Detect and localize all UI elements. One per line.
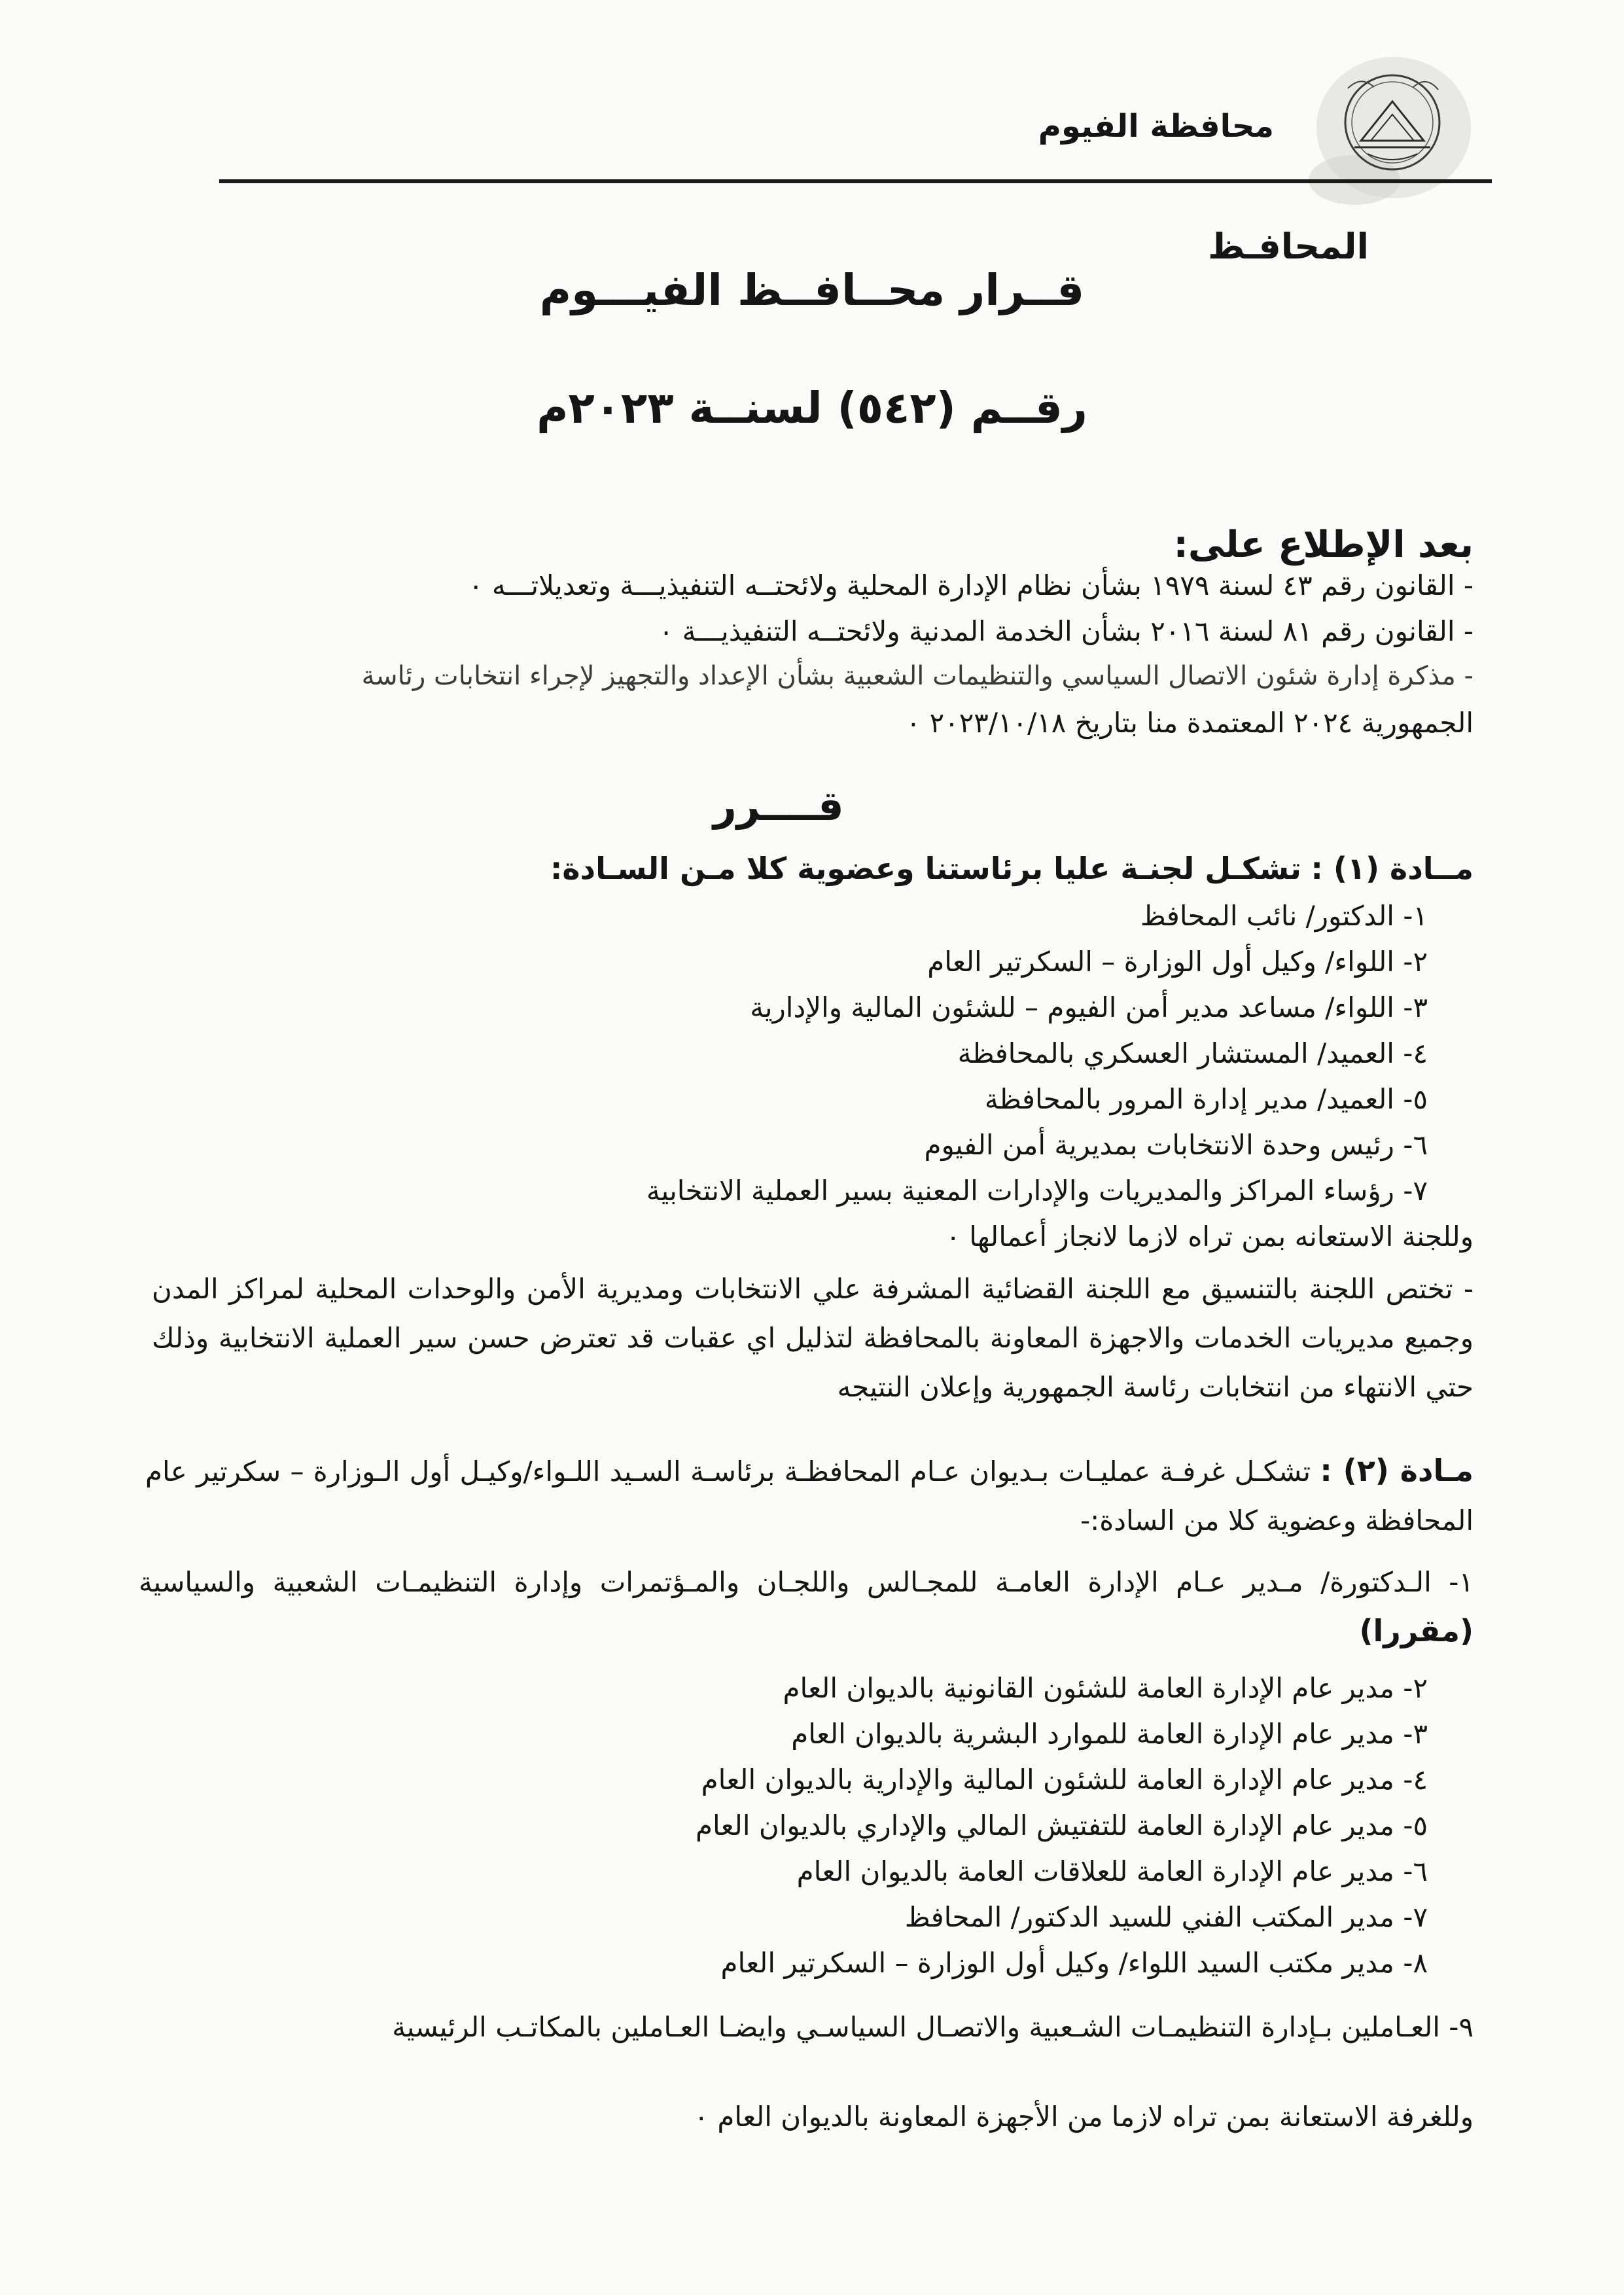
rapporteur-label: (مقررا) [1359,1613,1474,1648]
article-1-assist: وللجنة الاستعانه بمن تراه لازما لانجاز أعمالها ٠ [945,1220,1474,1253]
article-2-member: ٣- مدير عام الإدارة العامة للموارد البشرية بالديوان العام [791,1718,1428,1750]
article-1-member: ٤- العميد/ المستشار العسكري بالمحافظة [957,1037,1428,1069]
article-2-member-1 [139,1557,1474,1656]
article-1-label: مــادة (١) : [1311,851,1474,886]
article-2-member: ٤- مدير عام الإدارة العامة للشئون المالية والإدارية بالديوان العام [701,1764,1428,1796]
office-label: المحافـظ [1208,226,1369,267]
article-2-member: ٢- مدير عام الإدارة العامة للشئون القانونية بالديوان العام [783,1672,1428,1704]
article-1-member: ٣- اللواء/ مساعد مدير أمن الفيوم – للشئون المالية والإدارية [750,991,1428,1023]
header-divider [219,179,1492,183]
preamble-heading: بعد الإطلاع على: [1173,524,1474,566]
article-1-member: ٥- العميد/ مدير إدارة المرور بالمحافظة [984,1083,1428,1115]
decision-heading: قــــرر [713,782,844,830]
article-1-text: تشكـل لجنـة عليا برئاستنا وعضوية كلا مـن السـادة: [550,851,1301,886]
preamble-item: - القانون رقم ٤٣ لسنة ١٩٧٩ بشأن نظام الإدارة المحلية ولائحتــه التنفيذيـــة وتعديلاتـــه ٠ [468,569,1474,601]
article-1-member: ١- الدكتور/ نائب المحافظ [1140,900,1428,932]
preamble-item: - مذكرة إدارة شئون الاتصال السياسي والتنظيمات الشعبية بشأن الإعداد والتجهيز لإجراء انتخابات رئاسة [361,661,1474,691]
organization-name: محافظة الفيوم [1038,108,1274,145]
article-1-mandate: - تختص اللجنة بالتنسيق مع اللجنة القضائية المشرفة علي الانتخابات ومديرية الأمن والوحدات المحلية لمراكز المدن وجميع مديريات الخدمات والاجهزة المعاونة بالمحافظة لتذليل اي عقبات قد تعترض حسن سير العملية الانتخابية وذلك حتي الانتهاء من انتخابات رئاسة الجمهورية وإعلان النتيجه [152,1273,1474,1403]
article-1-member: ٢- اللواء/ وكيل أول الوزارة – السكرتير العام [927,946,1428,978]
decree-title: قــرار محــافــظ الفيـــوم [539,265,1085,315]
decree-number: رقــم (٥٤٢) لسنــة ٢٠٢٣م [537,383,1087,433]
article-2-heading [145,1446,1474,1545]
governorate-seal-icon [1309,49,1479,213]
preamble-item: الجمهورية ٢٠٢٤ المعتمدة منا بتاريخ ٢٠٢٣/١٠/١٨ ٠ [906,707,1474,739]
article-1-member: ٧- رؤساء المراكز والمديريات والإدارات المعنية بسير العملية الانتخابية [646,1175,1428,1207]
article-1-member: ٦- رئيس وحدة الانتخابات بمديرية أمن الفيوم [924,1129,1428,1161]
article-2-text: تشكـل غرفـة عمليـات بـديوان عـام المحافظـة برئاسـة السـيد اللـواء/وكيـل أول الـوزارة – سكرتير عام المحافظة وعضوية كلا من السادة:- [145,1455,1474,1537]
article-2-member-9: ٩- العـاملين بـإدارة التنظيمـات الشـعبية والاتصـال السياسـي وايضـا العـاملين بالمكاتـب الرئيسية [392,2011,1474,2043]
article-2-label: مـادة (٢) : [1320,1453,1474,1488]
article-2-member: ٨- مدير مكتب السيد اللواء/ وكيل أول الوزارة – السكرتير العام [720,1947,1428,1979]
preamble-item: - القانون رقم ٨١ لسنة ٢٠١٦ بشأن الخدمة المدنية ولائحتــه التنفيذيـــة ٠ [658,615,1474,647]
article-2-member-1-text: ١- الـدكتورة/ مـدير عـام الإدارة العامـة للمجـالس واللجـان والمـؤتمرات وإدارة التنظيمـات الشعبية والسياسية [139,1566,1474,1598]
article-1-heading [550,851,1474,886]
article-2-member: ٧- مدير المكتب الفني للسيد الدكتور/ المحافظ [904,1901,1428,1933]
article-2-assist: وللغرفة الاستعانة بمن تراه لازما من الأجهزة المعاونة بالديوان العام ٠ [694,2101,1474,2133]
article-2-member: ٥- مدير عام الإدارة العامة للتفتيش المالي والإداري بالديوان العام [695,1809,1428,1841]
article-2-member: ٦- مدير عام الإدارة العامة للعلاقات العامة بالديوان العام [796,1855,1428,1887]
